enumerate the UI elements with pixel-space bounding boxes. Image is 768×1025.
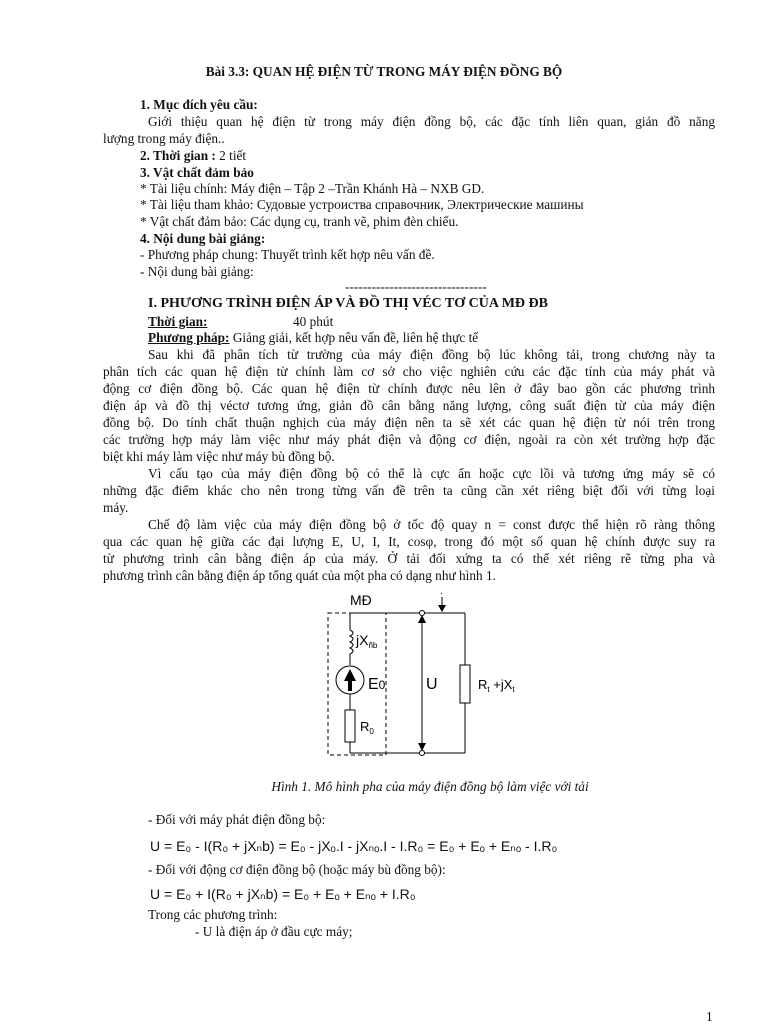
- label-i-dot: .: [440, 586, 443, 597]
- motor-equation: U = E₀ + I(R₀ + jXₙb) = E₀ + Eₒ + Eₙₒ + I.R₀: [150, 886, 416, 902]
- label-md: MĐ: [350, 592, 372, 608]
- section-2-value: 2 tiết: [219, 148, 247, 163]
- part-1-time: [148, 314, 334, 330]
- label-u: U: [426, 676, 438, 693]
- paragraph-line: động cơ điện đồng bộ. Các quan hệ điện từ chính được nêu lên ở đây bao gồn các phương trình: [103, 381, 715, 396]
- reactance-coil: [350, 630, 353, 654]
- paragraph-line: từ phương trình cân bằng điện áp của máy. Ở tải đối xứng ta có thể xét riêng rẽ từng pha và: [103, 551, 715, 566]
- paragraph-line: điện áp và đồ thị véctơ tương ứng, giản đồ cân bằng năng lượng, công suất điện từ của máy điện: [103, 398, 715, 413]
- paragraph-line: đồng bộ. Do tính chất thuận nghịch của máy điện nên ta sẽ xét các quan hệ điện từ nói trên trong: [103, 415, 715, 430]
- generator-equation: U = E₀ - I(R₀ + jXₙb) = E₀ - jXₒ.I - jXₙₒ.I - I.R₀ = E₀ + Eₒ + Eₙₒ - I.R₀: [150, 838, 558, 854]
- paragraph-line: Chế độ làm việc của máy điện đồng bộ ở tốc độ quay n = const được thể hiện rõ ràng thông: [148, 517, 715, 532]
- closing-line: - U là điện áp ở đầu cực máy;: [195, 924, 353, 939]
- section-4-item: - Phương pháp chung: Thuyết trình kết hợp nêu vấn đề.: [140, 247, 435, 262]
- internal-resistor: [345, 710, 355, 742]
- method-label: Phương pháp:: [148, 330, 230, 345]
- section-1-text-line: Giới thiệu quan hệ điện từ trong máy điện đồng bộ, các đặc tính liên quan, giản đồ năng: [148, 114, 715, 129]
- section-3-item: * Vật chất đảm bảo: Các dụng cụ, tranh vẽ, phim đèn chiếu.: [140, 214, 459, 229]
- section-3-item: * Tài liệu chính: Máy điện – Tập 2 –Trần Khánh Hà – NXB GD.: [140, 181, 485, 196]
- paragraph-line: phân tích các quan hệ điện từ chính làm cơ sở cho việc nghiên cứu các đặc tính của máy phát và: [103, 364, 715, 379]
- load-resistor: [460, 665, 470, 703]
- section-2-heading: 2. Thời gian :: [140, 148, 216, 163]
- paragraph-line: Vì cấu tạo của máy điện đồng bộ có thể là cực ẩn hoặc cực lồi và tương ứng máy sẽ có: [148, 466, 715, 481]
- generator-heading: - Đối với máy phát điện đồng bộ:: [148, 812, 326, 827]
- label-r0: $R_0$: [360, 719, 374, 736]
- circuit-figure: [310, 585, 530, 760]
- section-4-heading: 4. Nội dung bài giảng:: [140, 231, 266, 246]
- label-jx: $jX_{ñb}$: [356, 632, 378, 650]
- section-4-item: - Nội dung bài giảng:: [140, 264, 254, 279]
- section-1-heading: 1. Mục đích yêu cầu:: [140, 97, 258, 112]
- paragraph-line: biệt khi máy làm việc như máy bù đồng bộ.: [103, 449, 335, 464]
- paragraph-line: qua các quan hệ giữa các đại lượng E, U, I, It, cosφ, trong đó một số quan hệ chính được suy ra: [103, 534, 715, 549]
- part-1-heading: I. PHƯƠNG TRÌNH ĐIỆN ÁP VÀ ĐỒ THỊ VÉC TƠ CỦA MĐ ĐB: [148, 296, 548, 311]
- section-divider: --------------------------------: [345, 279, 487, 294]
- figure-caption: Hình 1. Mô hình pha của máy điện đồng bộ làm việc với tải: [271, 779, 589, 794]
- method-value: Giảng giải, kết hợp nêu vấn đề, liên hệ thực tế: [229, 330, 479, 345]
- section-2: [140, 148, 246, 164]
- closing-line: Trong các phương trình:: [148, 907, 278, 922]
- page-number: 1: [706, 1009, 713, 1024]
- paragraph-line: những đặc điểm khác cho nên trong từng vấn đề trên ta cũng cần xét riêng biệt đối với từng loại: [103, 483, 715, 498]
- time-label: Thời gian:: [148, 314, 208, 329]
- time-value: 40 phút: [293, 314, 334, 329]
- section-3-item: * Tài liệu tham khảo: Судовые устроиства справочник, Электрические машины: [140, 197, 584, 212]
- label-e0: E0: [368, 676, 386, 693]
- motor-heading: - Đối với động cơ điện đồng bộ (hoặc máy bù đồng bộ):: [148, 862, 446, 877]
- label-load: $R_t +jX_t$: [478, 677, 515, 694]
- lesson-title: Bài 3.3: QUAN HỆ ĐIỆN TỪ TRONG MÁY ĐIỆN ĐỒNG BỘ: [205, 64, 563, 79]
- section-3-heading: 3. Vật chất đảm bảo: [140, 165, 254, 180]
- paragraph-line: phương trình cân bằng điện áp tổng quát của một pha có dạng như hình 1.: [103, 568, 496, 583]
- paragraph-line: Sau khi đã phân tích từ trường của máy điện đồng bộ lúc không tải, trong chương này ta: [148, 347, 715, 362]
- part-1-method: [148, 330, 478, 346]
- section-1-text-line: lượng trong máy điện..: [103, 131, 225, 146]
- paragraph-line: các trường hợp máy làm việc như máy phát điện và động cơ điện, ngoài ra còn xét trường hợp đặc: [103, 432, 715, 447]
- paragraph-line: máy.: [103, 500, 129, 515]
